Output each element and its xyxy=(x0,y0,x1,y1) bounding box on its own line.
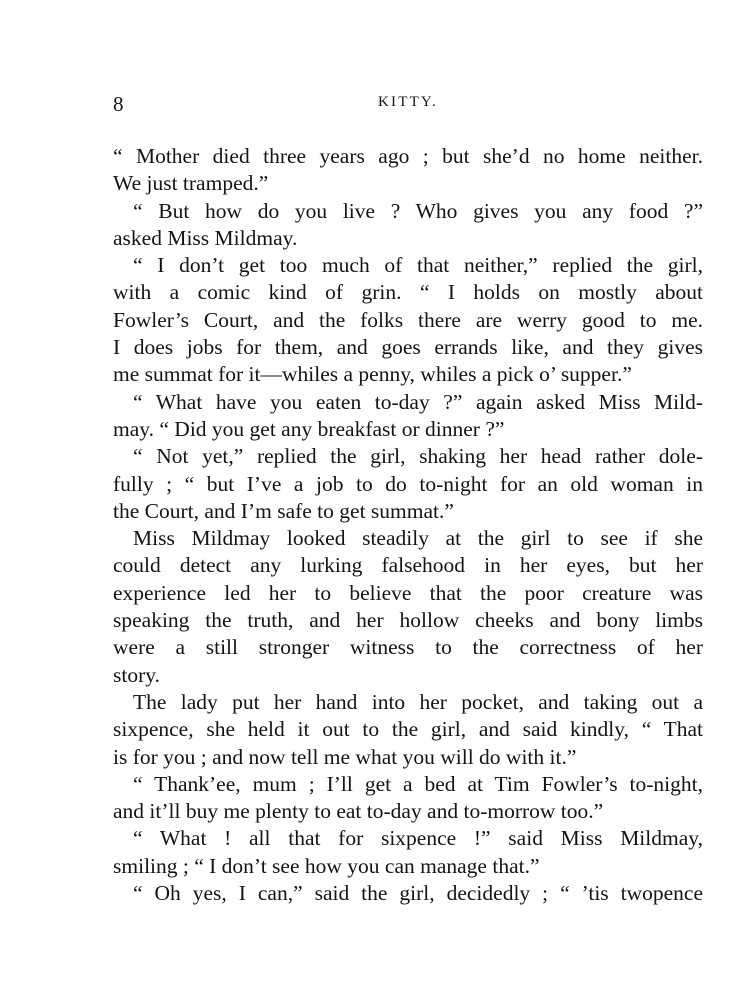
text-line: may. “ Did you get any breakfast or dinner ?” xyxy=(113,416,505,441)
text-line: “ Mother died three years ago ; but she’d no home neither. xyxy=(113,144,703,168)
text-line: “ But how do you live ? Who gives you any food ?” xyxy=(133,198,703,223)
text-line: me summat for it—whiles a penny, whiles a pick o’ supper.” xyxy=(113,362,632,387)
text-line: “ What ! all that for sixpence !” said Miss Mildmay, xyxy=(133,826,703,851)
text-line: is for you ; and now tell me what you will do with it.” xyxy=(113,744,577,769)
body-text xyxy=(113,143,703,907)
text-line: “ Thank’ee, mum ; I’ll get a bed at Tim Fowler’s to-night, xyxy=(133,771,703,796)
text-line: with a comic kind of grin. “ I holds on mostly about xyxy=(113,280,703,305)
text-line: Fowler’s Court, and the folks there are werry good to me. xyxy=(113,307,703,332)
running-title: KITTY. xyxy=(377,94,438,110)
text-line: experience led her to believe that the poor creature was xyxy=(113,580,703,605)
text-line: We just tramped.” xyxy=(113,171,269,196)
text-line: “ Not yet,” replied the girl, shaking her head rather dole- xyxy=(133,444,703,469)
running-header xyxy=(113,92,703,114)
text-line: “ What have you eaten to-day ?” again asked Miss Mild- xyxy=(133,389,703,414)
text-line: The lady put her hand into her pocket, and taking out a xyxy=(133,689,703,714)
text-line: could detect any lurking falsehood in her eyes, but her xyxy=(113,553,703,578)
text-line: Miss Mildmay looked steadily at the girl to see if she xyxy=(133,526,703,551)
text-line: story. xyxy=(113,662,160,687)
text-line: were a still stronger witness to the correctness of her xyxy=(113,635,703,660)
page-number: 8 xyxy=(113,92,124,116)
text-line: “ Oh yes, I can,” said the girl, decidedly ; “ ’tis twopence xyxy=(133,881,703,906)
text-line: smiling ; “ I don’t see how you can manage that.” xyxy=(113,853,540,878)
text-line: speaking the truth, and her hollow cheeks and bony limbs xyxy=(113,608,703,633)
text-line: sixpence, she held it out to the girl, and said kindly, “ That xyxy=(113,717,703,742)
text-line: “ I don’t get too much of that neither,” replied the girl, xyxy=(133,253,703,278)
text-line: fully ; “ but I’ve a job to do to-night for an old woman in xyxy=(113,471,703,496)
text-line: asked Miss Mildmay. xyxy=(113,225,298,250)
text-line: and it’ll buy me plenty to eat to-day and to-morrow too.” xyxy=(113,799,604,824)
text-line: I does jobs for them, and goes errands like, and they gives xyxy=(113,335,703,360)
text-line: the Court, and I’m safe to get summat.” xyxy=(113,498,454,523)
